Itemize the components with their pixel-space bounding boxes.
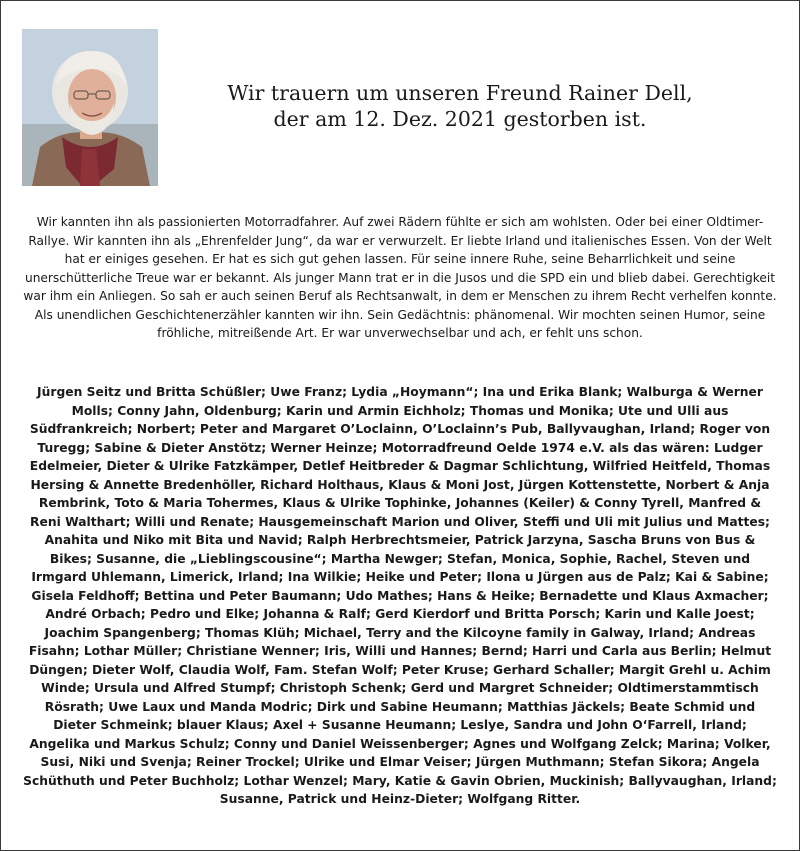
tribute-paragraph: Wir kannten ihn als passionierten Motorradfahrer. Auf zwei Rädern fühlte er sich am wohlsten. Oder bei einer Oldtimer-Rallye. Wir kannten ihn als „Ehrenfelder Jung“, da war er verwurzelt. Er liebte Irland und italienisches Essen. Von der Welt hat er einiges gesehen. Er hat es sich gut gehen lassen. Für seine innere Ruhe, seine Beharrlichkeit und seine unerschütterliche Treue war er bekannt. Als junger Mann trat er in die Jusos und die SPD ein und blieb dabei. Gerechtigkeit war ihm ein Anliegen. So sah er auch seinen Beruf als Rechtsanwalt, in dem er Menschen zu ihrem Recht verhelfen konnte. Als unendlichen Geschichtenerzähler kannten wir ihn. Sein Gedächtnis: phänomenal. Wir mochten seinen Humor, seine fröhliche, mitreißende Art. Er war unverwechselbar und ach, er fehlt uns schon. bbox=[23, 215, 777, 340]
headline-line-2: der am 12. Dez. 2021 gestorben ist. bbox=[273, 107, 647, 131]
portrait-photo bbox=[22, 29, 158, 186]
portrait-image bbox=[22, 29, 158, 186]
headline bbox=[180, 80, 740, 132]
headline-line-1: Wir trauern um unseren Freund Rainer Dell, bbox=[227, 81, 693, 105]
mourners-list: Jürgen Seitz und Britta Schüßler; Uwe Franz; Lydia „Hoymann“; Ina und Erika Blank; Walburga & Werner Molls; Conny Jahn, Oldenburg; Karin und Armin Eichholz; Thomas und Monika; Ute und Ulli aus Südfrankreich; Norbert; Peter and Margaret O’Loclainn, O’Loclainn’s Pub, Ballyvaughan, Irland; Roger von Turegg; Sabine & Dieter Anstötz; Werner Heinze; Motorradfreund Oelde 1974 e.V. als das wären: Ludger Edelmeier, Dieter & Ulrike Fatzkämper, Detlef Heitbreder & Dagmar Schlichtung, Wilfried Heitfeld, Thomas Hersing & Annette Bredenhöller, Richard Holthaus, Klaus & Moni Jost, Jürgen Kottenstette, Norbert & Anja Rembrink, Toto & Maria Tohermes, Klaus & Ulrike Tophinke, Johannes (Keiler) & Conny Tyrell, Manfred & Reni Walthart; Willi und Renate; Hausgemeinschaft Marion und Oliver, Steffi und Uli mit Julius und Mattes; Anahita und Niko mit Bita und Navid; Ralph Herbrechtsmeier, Patrick Jarzyna, Sascha Bruns von Bus & Bikes; Susanne, die „Lieblingscousine“; Martha Newger; Stefan, Monica, Sophie, Rachel, Steven und Irmgard Uhlemann, Limerick, Irland; Ina Wilkie; Heike und Peter; Ilona u Jürgen aus de Palz; Kai & Sabine; Gisela Feldhoff; Bettina und Peter Baumann; Udo Mathes; Hans & Heike; Bernadette und Klaus Axmacher; André Orbach; Pedro und Elke; Johanna & Ralf; Gerd Kierdorf und Britta Porsch; Karin und Kalle Joest; Joachim Spangenberg; Thomas Klüh; Michael, Terry and the Kilcoyne family in Galway, Irland; Andreas Fisahn; Lothar Müller; Christiane Wenner; Iris, Willi und Hannes; Bernd; Harri und Carla aus Berlin; Helmut Düngen; Dieter Wolf, Claudia Wolf, Fam. Stefan Wolf; Peter Kruse; Gerhard Schaller; Margit Grehl u. Achim Winde; Ursula und Alfred Stumpf; Christoph Schenk; Gerd und Margret Schneider; Oldtimerstammtisch Rösrath; Uwe Laux und Manda Modric; Dirk und Sabine Heumann; Matthias Jäckels; Beate Schmid und Dieter Schmeink; blauer Klaus; Axel + Susanne Heumann; Leslye, Sandra und John O‘Farrell, Irland; Angelika und Markus Schulz; Conny und Daniel Weissenberger; Agnes und Wolfgang Zelck; Marina; Volker, Susi, Niki und Svenja; Reiner Trockel; Ulrike und Elmar Veiser; Jürgen Muthmann; Stefan Sikora; Angela Schüthuth und Peter Buchholz; Lothar Wenzel; Mary, Katie & Gavin Obrien, Muckinish; Ballyvaughan, Irland; Susanne, Patrick und Heinz-Dieter; Wolfgang Ritter. bbox=[23, 385, 777, 806]
